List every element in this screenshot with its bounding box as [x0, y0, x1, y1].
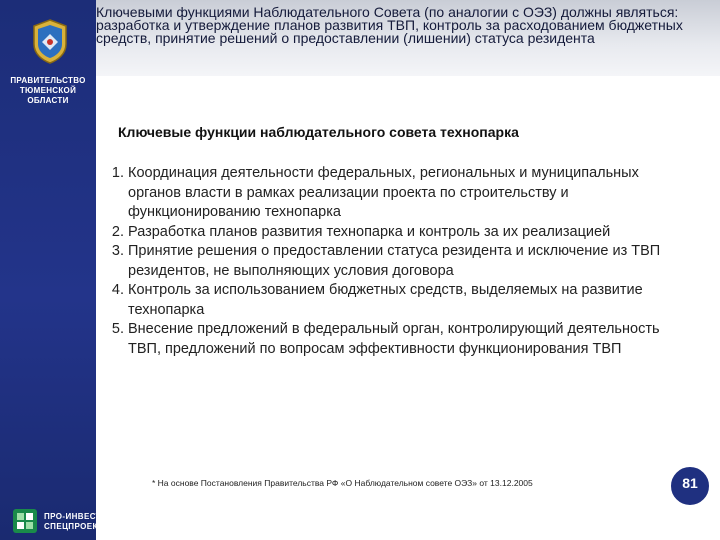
government-label-line: ТЮМЕНСКОЙ — [19, 86, 77, 95]
content-title: Ключевые функции наблюдательного совета технопарка — [118, 124, 519, 140]
page-number: 81 — [682, 475, 698, 491]
functions-list — [100, 164, 688, 359]
government-label — [0, 76, 96, 106]
list-item: 3. Принятие решения о предоставлении статуса резидента и исключение из ТВП резидентов, не выполняющих условия договора — [128, 242, 688, 281]
logo-text-line: ПРО-ИНВЕСТ — [44, 512, 101, 521]
government-label-line: ОБЛАСТИ — [27, 96, 69, 105]
list-item: 4. Контроль за использованием бюджетных средств, выделяемых на развитие технопарка — [128, 281, 688, 320]
government-label-line: ПРАВИТЕЛЬСТВО — [10, 76, 86, 85]
list-item: 5. Внесение предложений в федеральный орган, контролирующий деятельность ТВП, предложений по вопросам эффективности функционирования ТВП — [128, 320, 688, 359]
slide-header-title: Ключевыми функциями Наблюдательного Совета (по аналогии с ОЭЗ) должны являться: разработка и утверждение планов развития ТВП, контроль за расходованием бюджетных средств, принятие решений о предоставлении (лишении) статуса резидента — [96, 4, 683, 46]
logo-text-line: СПЕЦПРОЕКТ — [44, 522, 104, 531]
pro-invest-logo-icon — [12, 508, 38, 534]
pro-invest-logo-text — [44, 512, 103, 532]
footnote: * На основе Постановления Правительства РФ «О Наблюдательном совете ОЭЗ» от 13.12.2005 — [152, 478, 533, 488]
coat-of-arms-icon — [30, 18, 70, 64]
list-item: 2. Разработка планов развития технопарка и контроль за их реализацией — [128, 223, 688, 243]
list-item: 1. Координация деятельности федеральных, региональных и муниципальных органов власти в рамках реализации проекта по строительству и функционированию технопарка — [128, 164, 688, 223]
